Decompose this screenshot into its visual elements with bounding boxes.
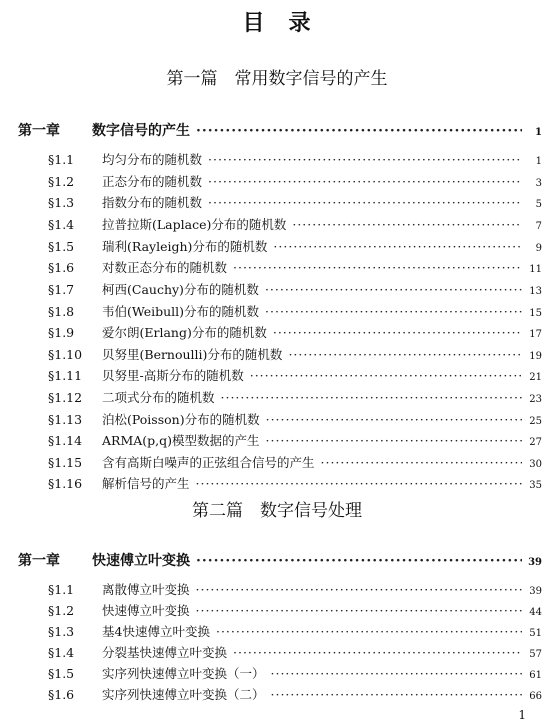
toc-chapter-row[interactable] bbox=[18, 550, 542, 570]
section-number: §1.9 bbox=[48, 325, 75, 340]
toc-section-row[interactable] bbox=[48, 237, 542, 257]
dot-leader bbox=[196, 476, 522, 491]
page-number: 21 bbox=[529, 372, 542, 383]
page-number: 61 bbox=[529, 670, 542, 681]
section-title: 实序列快速傅立叶变换（一） bbox=[102, 666, 265, 681]
dot-leader bbox=[208, 174, 522, 189]
section-title: 含有高斯白噪声的正弦组合信号的产生 bbox=[102, 455, 315, 470]
page-number: 44 bbox=[529, 607, 542, 618]
toc-section-row[interactable] bbox=[48, 431, 542, 451]
section-number: §1.2 bbox=[48, 603, 75, 618]
toc-section-row[interactable] bbox=[48, 193, 542, 213]
section-number: §1.15 bbox=[48, 455, 83, 470]
section-number: §1.6 bbox=[48, 260, 75, 275]
page-number: 39 bbox=[528, 557, 542, 568]
dot-leader bbox=[292, 217, 522, 232]
section-number: §1.6 bbox=[48, 687, 75, 702]
page-number: 7 bbox=[535, 221, 542, 232]
page-number: 1 bbox=[535, 127, 542, 138]
page-number: 57 bbox=[529, 649, 542, 660]
toc-section-row[interactable] bbox=[48, 453, 542, 473]
toc-section-row[interactable] bbox=[48, 323, 542, 343]
section-title: 爱尔朗(Erlang)分布的随机数 bbox=[102, 325, 267, 340]
section-number: §1.3 bbox=[48, 624, 75, 639]
section-number: §1.4 bbox=[48, 645, 75, 660]
dot-leader bbox=[233, 260, 522, 275]
dot-leader bbox=[266, 433, 523, 448]
dot-leader bbox=[233, 645, 522, 660]
toc-section-row[interactable] bbox=[48, 622, 542, 642]
section-number: §1.11 bbox=[48, 368, 83, 383]
toc-section-row[interactable] bbox=[48, 410, 542, 430]
page-number: 51 bbox=[529, 628, 542, 639]
section-title: 均匀分布的随机数 bbox=[102, 152, 203, 167]
toc-section-row[interactable] bbox=[48, 366, 542, 386]
toc-chapter-row[interactable] bbox=[18, 120, 542, 140]
dot-leader bbox=[266, 412, 522, 427]
section-title: ARMA(p,q)模型数据的产生 bbox=[102, 433, 260, 448]
toc-section-row[interactable] bbox=[48, 474, 542, 494]
page-number: 11 bbox=[529, 264, 542, 275]
section-title: 基4快速傅立叶变换 bbox=[102, 624, 210, 639]
section-number: §1.2 bbox=[48, 174, 75, 189]
section-title: 离散傅立叶变换 bbox=[102, 582, 190, 597]
dot-leader bbox=[196, 123, 522, 139]
toc-section-row[interactable] bbox=[48, 150, 542, 170]
page-number: 23 bbox=[529, 394, 542, 405]
toc-section-row[interactable] bbox=[48, 388, 542, 408]
dot-leader bbox=[273, 325, 522, 340]
section-title: 二项式分布的随机数 bbox=[102, 390, 215, 405]
dot-leader bbox=[288, 347, 522, 362]
dot-leader bbox=[273, 239, 522, 254]
dot-leader bbox=[208, 152, 522, 167]
section-number: §1.5 bbox=[48, 239, 75, 254]
footer-page-number: 1 bbox=[518, 708, 526, 722]
page-number: 9 bbox=[535, 243, 542, 254]
page-number: 1 bbox=[535, 156, 542, 167]
chapter-number: 第一章 bbox=[18, 553, 60, 569]
section-title: 实序列快速傅立叶变换（二） bbox=[102, 687, 265, 702]
section-title: 分裂基快速傅立叶变换 bbox=[102, 645, 228, 660]
toc-section-row[interactable] bbox=[48, 172, 542, 192]
dot-leader bbox=[196, 582, 522, 597]
part-2-heading: 第二篇 数字信号处理 bbox=[192, 501, 362, 521]
section-title: 瑞利(Rayleigh)分布的随机数 bbox=[102, 239, 268, 254]
section-number: §1.12 bbox=[48, 390, 83, 405]
dot-leader bbox=[208, 195, 522, 210]
section-title: 拉普拉斯(Laplace)分布的随机数 bbox=[102, 217, 287, 232]
section-title: 指数分布的随机数 bbox=[102, 195, 203, 210]
page-number: 5 bbox=[535, 199, 542, 210]
toc-section-row[interactable] bbox=[48, 345, 542, 365]
dot-leader bbox=[265, 282, 522, 297]
chapter-title: 数字信号的产生 bbox=[92, 123, 190, 139]
toc-section-row[interactable] bbox=[48, 580, 542, 600]
page-number: 25 bbox=[529, 416, 542, 427]
page-number: 3 bbox=[535, 178, 542, 189]
section-number: §1.7 bbox=[48, 282, 75, 297]
chapter-number: 第一章 bbox=[18, 123, 60, 139]
dot-leader bbox=[271, 687, 522, 702]
dot-leader bbox=[216, 624, 522, 639]
section-number: §1.10 bbox=[48, 347, 83, 362]
page-number: 15 bbox=[529, 308, 542, 319]
section-number: §1.13 bbox=[48, 412, 83, 427]
dot-leader bbox=[250, 368, 522, 383]
section-title: 贝努里-高斯分布的随机数 bbox=[102, 368, 244, 383]
page-number: 39 bbox=[529, 586, 542, 597]
dot-leader bbox=[271, 666, 522, 681]
section-title: 正态分布的随机数 bbox=[102, 174, 203, 189]
section-number: §1.1 bbox=[48, 582, 75, 597]
section-number: §1.16 bbox=[48, 476, 83, 491]
page-number: 19 bbox=[529, 351, 542, 362]
page-number: 30 bbox=[529, 459, 542, 470]
dot-leader bbox=[221, 390, 522, 405]
toc-section-row[interactable] bbox=[48, 664, 542, 684]
section-number: §1.14 bbox=[48, 433, 83, 448]
part-1-heading: 第一篇 常用数字信号的产生 bbox=[166, 69, 388, 89]
section-number: §1.8 bbox=[48, 304, 75, 319]
toc-section-row[interactable] bbox=[48, 258, 542, 278]
section-title: 韦伯(Weibull)分布的随机数 bbox=[102, 304, 260, 319]
chapter-title: 快速傅立叶变换 bbox=[92, 553, 190, 569]
section-title: 泊松(Poisson)分布的随机数 bbox=[102, 412, 260, 427]
section-title: 贝努里(Bernoulli)分布的随机数 bbox=[102, 347, 283, 362]
dot-leader bbox=[265, 304, 522, 319]
toc-section-row[interactable] bbox=[48, 685, 542, 705]
toc-title: 目 录 bbox=[242, 10, 312, 36]
dot-leader bbox=[196, 603, 522, 618]
section-number: §1.1 bbox=[48, 152, 75, 167]
page-number: 66 bbox=[529, 691, 542, 702]
section-title: 解析信号的产生 bbox=[102, 476, 190, 491]
section-title: 快速傅立叶变换 bbox=[102, 603, 190, 618]
page-number: 17 bbox=[529, 329, 542, 340]
section-title: 柯西(Cauchy)分布的随机数 bbox=[102, 282, 259, 297]
dot-leader bbox=[321, 455, 522, 470]
toc-section-row[interactable] bbox=[48, 215, 542, 235]
toc-section-row[interactable] bbox=[48, 643, 542, 663]
section-title: 对数正态分布的随机数 bbox=[102, 260, 228, 275]
toc-section-row[interactable] bbox=[48, 280, 542, 300]
toc-section-row[interactable] bbox=[48, 302, 542, 322]
page-number: 13 bbox=[529, 286, 542, 297]
section-number: §1.5 bbox=[48, 666, 75, 681]
page-number: 35 bbox=[529, 480, 542, 491]
section-number: §1.3 bbox=[48, 195, 75, 210]
section-number: §1.4 bbox=[48, 217, 75, 232]
toc-section-row[interactable] bbox=[48, 601, 542, 621]
page-number: 27 bbox=[529, 437, 542, 448]
dot-leader bbox=[196, 553, 522, 569]
